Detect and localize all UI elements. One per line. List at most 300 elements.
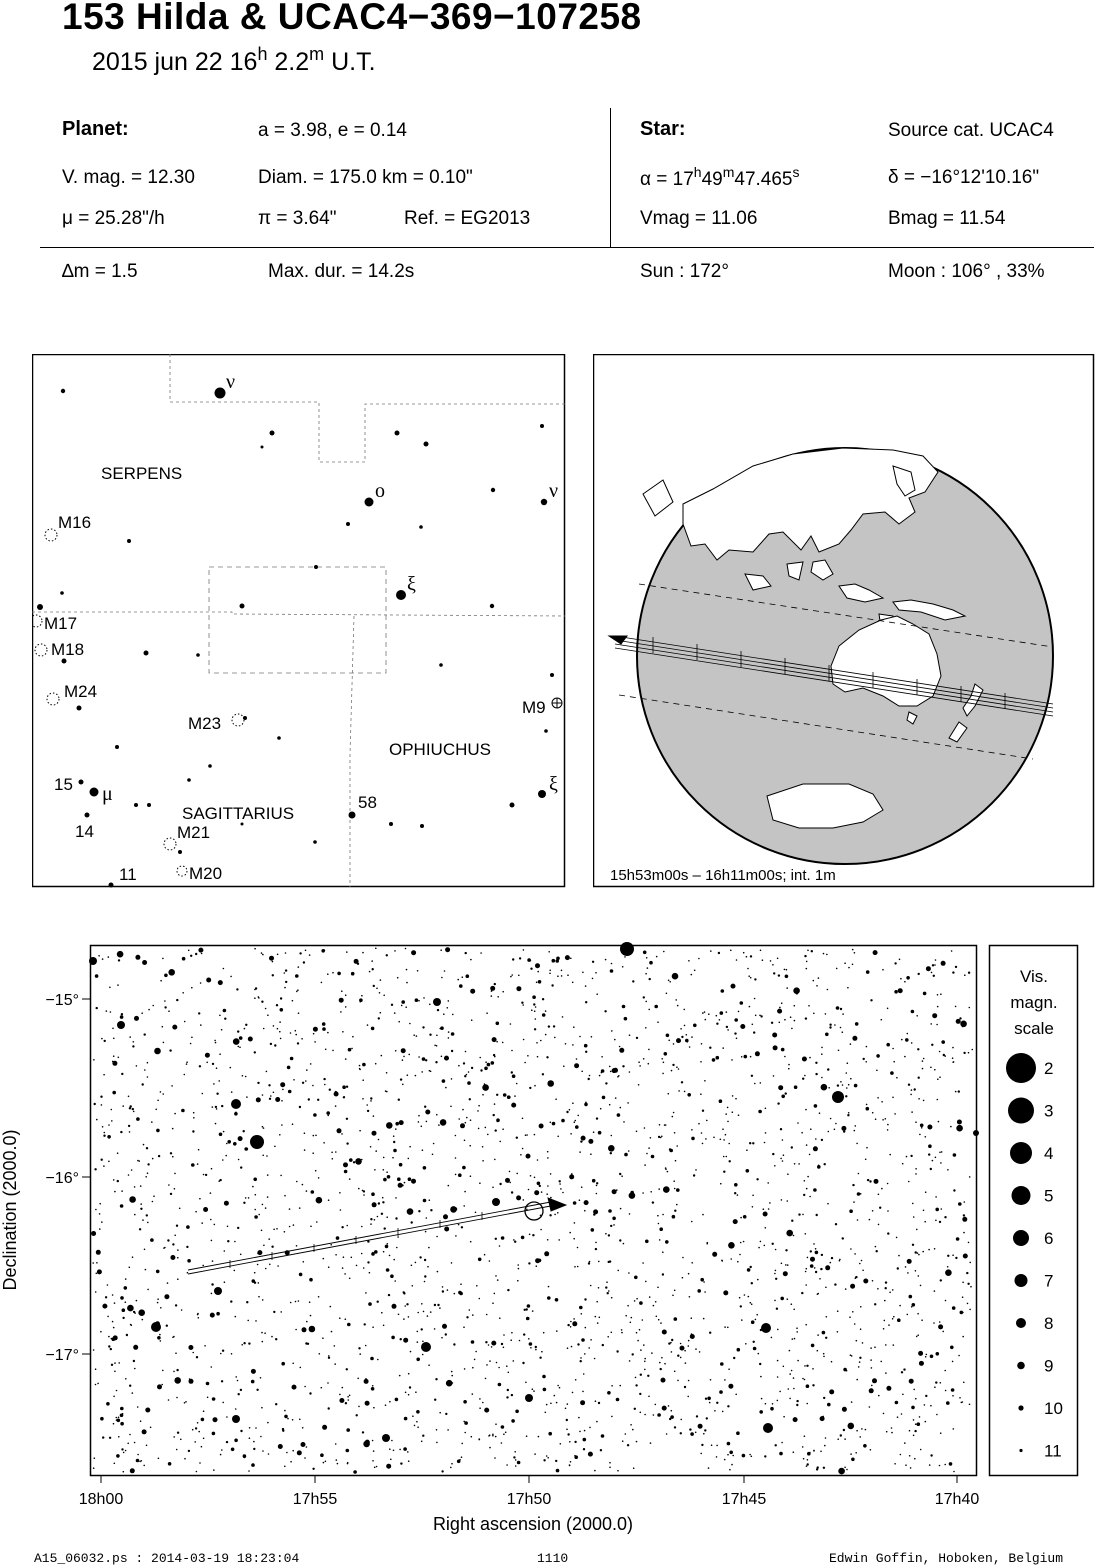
- field-star: [458, 1118, 460, 1120]
- field-star: [224, 1250, 226, 1252]
- field-star: [777, 958, 779, 960]
- legend-dot: [1019, 1449, 1022, 1452]
- field-star: [579, 1036, 581, 1038]
- field-star: [400, 1338, 402, 1340]
- field-star: [103, 1135, 105, 1137]
- field-star: [96, 1007, 98, 1009]
- field-star: [656, 956, 658, 958]
- field-star: [261, 1230, 263, 1232]
- field-star: [506, 1396, 508, 1398]
- field-star: [610, 1071, 612, 1073]
- field-star: [701, 1132, 703, 1134]
- field-star: [958, 1090, 960, 1092]
- field-star: [823, 953, 825, 955]
- field-star: [610, 1152, 612, 1154]
- field-star: [642, 1319, 644, 1321]
- legend-title-line: magn.: [1010, 993, 1058, 1012]
- field-star: [710, 950, 712, 952]
- field-star: [866, 1046, 868, 1048]
- field-star: [806, 968, 808, 970]
- field-star: [674, 1210, 676, 1212]
- field-star: [330, 1244, 332, 1246]
- field-star: [671, 1070, 673, 1072]
- field-star: [923, 1058, 925, 1060]
- field-star: [665, 1124, 667, 1126]
- field-star: [322, 1022, 326, 1026]
- field-star: [815, 1248, 817, 1250]
- field-star: [210, 1313, 215, 1318]
- field-star: [581, 1186, 583, 1188]
- field-star: [356, 1265, 358, 1267]
- field-star: [496, 1094, 498, 1096]
- field-star: [364, 1323, 366, 1325]
- field-star: [216, 1067, 218, 1069]
- field-star: [796, 992, 798, 994]
- field-star: [370, 1223, 372, 1225]
- field-star: [509, 1171, 511, 1173]
- field-star: [862, 1342, 864, 1344]
- field-star: [746, 1149, 748, 1151]
- field-star: [844, 1438, 846, 1440]
- field-star: [168, 1010, 170, 1012]
- field-star: [444, 1056, 449, 1061]
- field-star: [385, 1404, 387, 1406]
- field-star: [753, 1031, 755, 1033]
- field-star: [482, 1094, 484, 1096]
- field-star: [952, 971, 954, 973]
- field-star: [212, 1397, 216, 1401]
- field-star: [299, 1207, 301, 1209]
- field-star: [125, 1378, 127, 1380]
- field-star: [622, 1440, 624, 1442]
- field-star: [332, 1050, 334, 1052]
- field-star: [639, 1301, 643, 1305]
- field-star: [545, 1412, 547, 1414]
- field-star: [532, 1310, 534, 1312]
- field-star: [129, 1267, 131, 1269]
- field-star: [252, 1186, 254, 1188]
- field-star: [365, 1345, 367, 1347]
- field-star: [629, 1034, 631, 1036]
- field-star: [182, 992, 184, 994]
- field-star: [588, 1452, 593, 1457]
- field-star: [573, 1238, 575, 1240]
- field-star: [777, 1102, 779, 1104]
- field-star: [623, 1243, 625, 1245]
- field-star: [190, 1043, 192, 1045]
- field-star: [905, 1266, 907, 1268]
- field-star: [693, 1024, 697, 1028]
- field-star: [588, 1139, 593, 1144]
- field-star: [956, 1237, 960, 1241]
- field-star: [723, 1171, 725, 1173]
- field-star: [219, 1015, 221, 1017]
- field-star: [939, 1465, 941, 1467]
- field-star: [205, 1174, 207, 1176]
- field-star: [215, 1123, 217, 1125]
- field-star: [227, 1226, 229, 1228]
- field-star: [746, 956, 748, 958]
- field-star: [425, 1231, 427, 1233]
- field-star: [112, 1321, 114, 1323]
- field-star: [403, 1338, 408, 1343]
- field-star: [397, 1236, 399, 1238]
- field-star: [357, 1378, 359, 1380]
- field-star: [797, 1360, 799, 1362]
- field-star: [379, 992, 381, 994]
- field-star: [351, 972, 355, 976]
- field-star: [809, 1196, 811, 1198]
- field-star: [894, 962, 896, 964]
- field-star: [466, 1316, 468, 1318]
- field-star: [666, 1433, 668, 1435]
- field-star: [630, 1424, 632, 1426]
- field-star: [810, 1264, 814, 1268]
- field-star: [741, 1319, 743, 1321]
- field-star: [826, 1316, 828, 1318]
- field-star: [850, 1354, 852, 1356]
- field-star: [591, 1228, 595, 1232]
- field-star: [296, 1181, 298, 1183]
- field-star: [491, 990, 493, 992]
- field-star: [513, 1360, 515, 1362]
- field-star: [440, 1026, 444, 1030]
- field-star: [555, 1098, 557, 1100]
- field-star: [218, 1180, 220, 1182]
- field-star: [688, 1340, 690, 1342]
- field-star: [930, 1023, 932, 1025]
- field-star: [827, 1403, 831, 1407]
- field-star: [262, 1204, 264, 1206]
- field-star: [445, 1413, 447, 1415]
- field-star: [302, 1184, 304, 1186]
- field-star: [569, 1109, 571, 1111]
- field-star: [134, 1186, 136, 1188]
- field-star: [724, 1326, 726, 1328]
- field-star: [100, 1331, 102, 1333]
- field-star: [791, 1146, 793, 1148]
- field-star: [644, 1369, 646, 1371]
- field-star: [661, 1136, 663, 1138]
- field-star: [383, 995, 385, 997]
- field-star: [649, 1296, 651, 1298]
- field-star: [267, 1196, 269, 1198]
- field-star: [383, 1251, 385, 1253]
- field-star: [555, 1299, 557, 1301]
- field-star: [675, 975, 677, 977]
- field-star: [583, 1373, 585, 1375]
- field-star: [204, 1345, 206, 1347]
- field-star: [363, 1267, 365, 1269]
- field-star: [706, 1120, 708, 1122]
- field-star: [502, 991, 504, 993]
- field-star: [514, 1095, 516, 1097]
- field-star: [532, 1388, 534, 1390]
- object-m20: M20: [189, 864, 223, 883]
- field-star: [825, 1437, 827, 1439]
- field-star: [642, 1262, 644, 1264]
- field-star: [573, 1026, 575, 1028]
- legend-label: 4: [1044, 1144, 1054, 1163]
- field-star: [526, 1317, 530, 1321]
- field-star: [370, 1357, 374, 1361]
- field-star: [625, 1315, 627, 1317]
- field-star: [936, 1024, 938, 1026]
- field-star: [458, 1224, 460, 1226]
- field-star: [572, 1044, 574, 1046]
- field-star: [693, 1174, 695, 1176]
- field-star: [796, 1331, 798, 1333]
- field-star: [197, 1422, 199, 1424]
- field-star: [793, 1451, 795, 1453]
- field-star: [970, 1286, 972, 1288]
- field-star: [963, 1232, 965, 1234]
- field-star: [590, 1153, 592, 1155]
- field-star: [904, 1442, 906, 1444]
- finder-chart: [32, 354, 566, 888]
- field-star: [383, 1157, 385, 1159]
- field-star: [872, 1280, 874, 1282]
- delta-mag: ∆m = 1.5: [62, 261, 138, 282]
- field-star: [650, 1442, 652, 1444]
- field-star: [806, 1188, 808, 1190]
- field-star: [740, 1001, 744, 1005]
- field-star: [644, 1164, 646, 1166]
- field-star: [325, 1461, 327, 1463]
- field-star: [573, 1318, 575, 1320]
- field-star: [774, 1273, 776, 1275]
- field-star: [759, 1410, 763, 1414]
- field-star: [535, 1018, 537, 1020]
- field-star: [952, 1361, 954, 1363]
- field-star: [787, 1298, 789, 1300]
- field-star: [502, 1042, 504, 1044]
- field-star: [567, 1324, 569, 1326]
- field-star: [847, 987, 849, 989]
- field-star: [386, 1171, 388, 1173]
- field-star: [793, 1309, 795, 1311]
- field-star: [109, 987, 111, 989]
- field-star: [956, 1125, 963, 1132]
- field-star: [640, 1349, 642, 1351]
- field-star: [426, 1217, 428, 1219]
- field-star: [230, 1067, 232, 1069]
- field-star: [110, 1011, 112, 1013]
- field-star: [731, 984, 736, 989]
- field-star: [128, 1174, 130, 1176]
- field-star: [932, 1160, 934, 1162]
- field-star: [226, 1441, 228, 1443]
- field-star: [920, 1124, 924, 1128]
- field-star: [489, 1434, 491, 1436]
- field-star: [539, 1124, 544, 1129]
- field-star: [167, 1239, 169, 1241]
- field-star: [362, 1079, 364, 1081]
- field-star: [968, 972, 970, 974]
- field-star: [222, 1159, 224, 1161]
- field-star: [650, 1191, 652, 1193]
- field-star: [875, 1118, 877, 1120]
- field-star: [691, 1129, 693, 1131]
- field-star: [323, 1258, 325, 1260]
- field-star: [384, 1227, 386, 1229]
- field-star: [892, 1289, 894, 1291]
- field-star: [319, 1353, 321, 1355]
- field-star: [842, 1084, 844, 1086]
- field-star: [261, 1332, 263, 1334]
- field-star: [687, 1093, 691, 1097]
- field-star: [378, 1202, 380, 1204]
- field-star: [354, 959, 359, 964]
- field-star: [663, 951, 665, 953]
- field-star: [201, 1446, 203, 1448]
- field-star: [522, 1004, 524, 1006]
- field-star: [426, 1121, 428, 1123]
- field-star: [931, 1044, 933, 1046]
- field-star: [865, 1159, 867, 1161]
- field-star: [304, 1149, 306, 1151]
- field-star: [565, 1408, 567, 1410]
- field-star: [530, 1175, 532, 1177]
- field-star: [754, 1083, 756, 1085]
- field-star: [938, 1324, 943, 1329]
- field-star: [128, 1096, 130, 1098]
- field-star: [358, 1347, 360, 1349]
- field-star: [918, 1275, 920, 1277]
- field-star: [638, 1061, 640, 1063]
- field-star: [362, 1063, 366, 1067]
- field-star: [147, 1222, 149, 1224]
- field-star: [409, 1146, 411, 1148]
- field-star: [511, 1419, 515, 1423]
- field-star: [284, 972, 286, 974]
- field-star: [801, 1132, 803, 1134]
- field-star: [592, 978, 594, 980]
- field-star: [323, 1462, 325, 1464]
- field-star: [325, 1049, 327, 1051]
- field-star: [494, 983, 496, 985]
- field-star: [681, 1081, 683, 1083]
- field-star: [147, 1289, 149, 1291]
- field-star: [793, 1388, 795, 1390]
- field-star: [511, 1394, 513, 1396]
- field-star: [700, 1278, 704, 1282]
- field-star: [706, 1417, 708, 1419]
- field-star: [463, 1205, 465, 1207]
- field-star: [700, 1061, 702, 1063]
- field-star: [261, 1001, 263, 1003]
- field-star: [527, 1055, 529, 1057]
- field-star: [633, 1467, 635, 1469]
- field-star: [234, 1270, 236, 1272]
- field-star: [561, 1119, 565, 1123]
- field-star: [789, 1398, 791, 1400]
- field-star: [110, 1348, 112, 1350]
- field-star: [162, 1026, 164, 1028]
- field-star: [221, 1380, 223, 1382]
- field-star: [359, 1069, 361, 1071]
- field-star: [451, 1208, 453, 1210]
- field-star: [852, 1184, 854, 1186]
- field-star: [517, 1264, 519, 1266]
- field-star: [416, 1421, 418, 1423]
- legend-dot: [1012, 1186, 1031, 1205]
- field-star: [443, 1013, 445, 1015]
- field-star: [302, 1327, 307, 1332]
- field-star: [729, 1469, 731, 1471]
- field-star: [101, 1159, 103, 1161]
- field-star: [939, 1152, 941, 1154]
- field-star: [292, 1123, 294, 1125]
- field-star: [121, 1073, 123, 1075]
- legend-label: 8: [1044, 1314, 1054, 1333]
- field-star: [869, 1219, 871, 1221]
- field-star: [629, 1213, 631, 1215]
- field-star: [240, 1254, 242, 1256]
- field-star: [145, 1408, 150, 1413]
- field-star: [556, 1402, 558, 1404]
- field-star: [722, 1047, 724, 1049]
- field-star: [311, 1190, 315, 1194]
- event-datetime: 2015 jun 22 16$^h$ 2.2$^m$ U.T.: [92, 44, 376, 76]
- field-star: [219, 1053, 221, 1055]
- field-star: [329, 1089, 331, 1091]
- field-star: [856, 1340, 858, 1342]
- field-star: [147, 1062, 149, 1064]
- field-star: [478, 1105, 480, 1107]
- field-star: [824, 1163, 826, 1165]
- field-star: [627, 1444, 629, 1446]
- field-star: [805, 1271, 807, 1273]
- field-star: [580, 1357, 582, 1359]
- field-star: [916, 1336, 918, 1338]
- field-star: [519, 1340, 521, 1342]
- field-star: [581, 1338, 585, 1342]
- field-star: [817, 1165, 821, 1169]
- field-star: [755, 1051, 760, 1056]
- field-star: [528, 1262, 530, 1264]
- field-star: [658, 1188, 660, 1190]
- field-star: [253, 1178, 257, 1182]
- field-star: [394, 950, 396, 952]
- field-star: [727, 1121, 729, 1123]
- field-star: [157, 1336, 161, 1340]
- field-star: [707, 1397, 711, 1401]
- field-star: [184, 1402, 186, 1404]
- field-star: [707, 1242, 709, 1244]
- field-star: [837, 1084, 839, 1086]
- field-star: [207, 1397, 209, 1399]
- field-star: [111, 1109, 113, 1111]
- field-star: [542, 1073, 544, 1075]
- field-star: [901, 1413, 903, 1415]
- field-star: [810, 1250, 812, 1252]
- field-star: [347, 1323, 351, 1327]
- field-star: [472, 1314, 474, 1316]
- field-star: [968, 1242, 970, 1244]
- field-star: [302, 1082, 304, 1084]
- field-star: [691, 974, 693, 976]
- field-star: [940, 1279, 942, 1281]
- field-star: [485, 1127, 487, 1129]
- field-star: [360, 1001, 362, 1003]
- field-star: [840, 1081, 842, 1083]
- field-star: [852, 949, 854, 951]
- field-star: [619, 1385, 621, 1387]
- field-star: [700, 1453, 702, 1455]
- field-star: [298, 966, 300, 968]
- field-star: [501, 1236, 505, 1240]
